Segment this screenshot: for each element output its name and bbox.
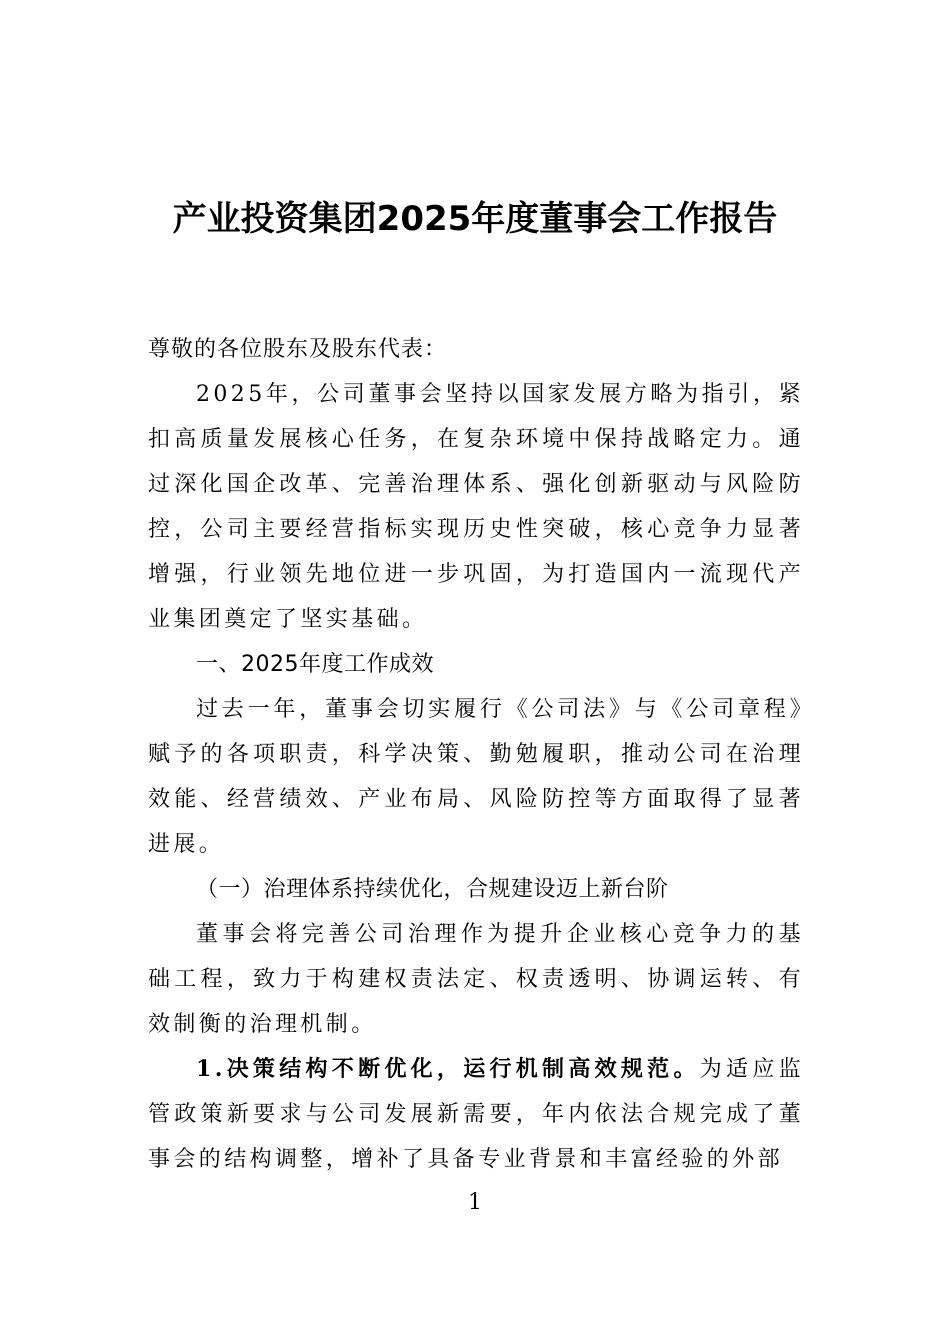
section-paragraph: 过去一年，董事会切实履行《公司法》与《公司章程》赋予的各项职责，科学决策、勤勉履职，推动公司在治理效能、经营绩效、产业布局、风险防控等方面取得了显著进展。 bbox=[148, 697, 804, 857]
page-number: 1 bbox=[468, 1190, 482, 1215]
item-text: 为适应监管政策新要求与公司发展新需要，年内依法合规完成了董事会的结构调整，增补了具备专业背景和丰富经验的外部 bbox=[148, 1057, 804, 1172]
document-title: 产业投资集团2025年度董事会工作报告 bbox=[172, 199, 778, 239]
document-body bbox=[148, 327, 804, 1182]
item-paragraph bbox=[148, 1047, 804, 1182]
subsection-paragraph: 董事会将完善公司治理作为提升企业核心竞争力的基础工程，致力于构建权责法定、权责透明、协调运转、有效制衡的治理机制。 bbox=[148, 922, 804, 1037]
subsection-heading: （一）治理体系持续优化，合规建设迈上新台阶 bbox=[196, 877, 669, 902]
section-heading: 一、2025年度工作成效 bbox=[196, 652, 434, 677]
salutation: 尊敬的各位股东及股东代表： bbox=[148, 337, 448, 362]
intro-paragraph: 2025年，公司董事会坚持以国家发展方略为指引，紧扣高质量发展核心任务，在复杂环境中保持战略定力。通过深化国企改革、完善治理体系、强化创新驱动与风险防控，公司主要经营指标实现历史性突破，核心竞争力显著增强，行业领先地位进一步巩固，为打造国内一流现代产业集团奠定了坚实基础。 bbox=[148, 382, 804, 632]
item-lead: 1.决策结构不断优化，运行机制高效规范。 bbox=[196, 1056, 700, 1082]
